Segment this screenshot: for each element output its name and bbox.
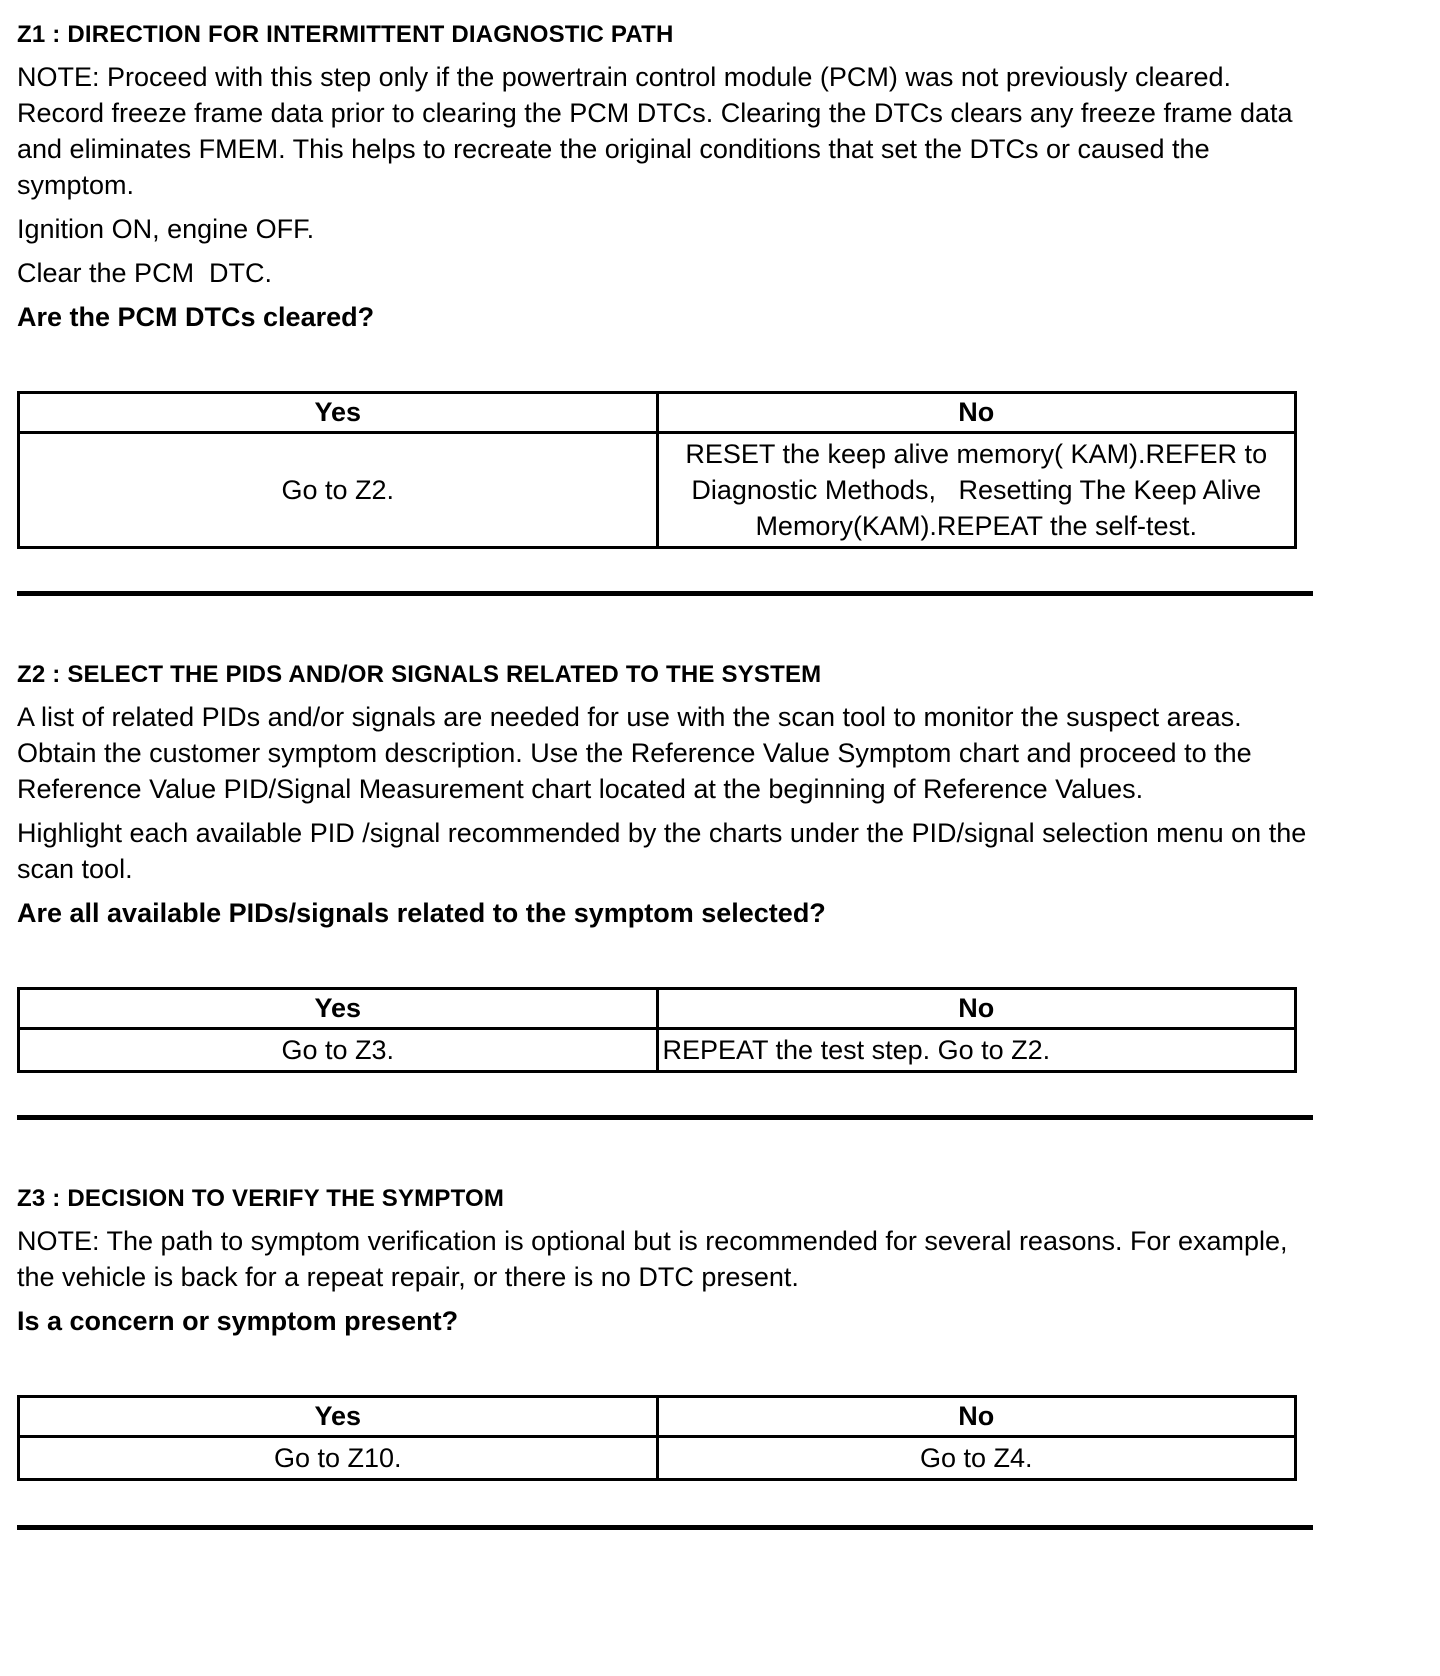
section-z2-paragraph-2: Highlight each available PID /signal recommended by the charts under the PID/signal selection menu on the scan tool. bbox=[17, 818, 1314, 884]
section-z2 bbox=[17, 660, 1440, 1120]
table-header-row bbox=[19, 393, 1296, 433]
no-action-cell: RESET the keep alive memory( KAM).REFER to Diagnostic Methods, Resetting The Keep Alive Memory(KAM).REPEAT the self-test. bbox=[657, 433, 1296, 548]
yes-action-cell: Go to Z2. bbox=[19, 433, 658, 548]
section-divider bbox=[17, 1115, 1313, 1120]
table-header-row bbox=[19, 989, 1296, 1029]
section-z3-decision-table bbox=[17, 1395, 1297, 1481]
section-z2-decision-table bbox=[17, 987, 1297, 1073]
section-z1-action-line-2: Clear the PCM DTC. bbox=[17, 258, 273, 288]
yes-action-cell: Go to Z3. bbox=[19, 1029, 658, 1072]
section-z1-note-paragraph: NOTE: Proceed with this step only if the powertrain control module (PCM) was not previously cleared. Record freeze frame data prior to clearing the PCM DTCs. Clearing the DTCs clears any freeze frame data and eliminates FMEM. This helps to recreate the original conditions that set the DTCs or caused the symptom. bbox=[17, 62, 1301, 200]
table-row bbox=[19, 433, 1296, 548]
section-z1-action-line-1: Ignition ON, engine OFF. bbox=[17, 214, 315, 244]
no-action-cell: Go to Z4. bbox=[657, 1437, 1296, 1480]
section-z3-note-paragraph: NOTE: The path to symptom verification is optional but is recommended for several reasons. For example, the vehicle is back for a repeat repair, or there is no DTC present. bbox=[17, 1226, 1296, 1292]
section-divider bbox=[17, 1525, 1313, 1530]
yes-column-header: Yes bbox=[19, 1397, 658, 1437]
section-z2-paragraph-1: A list of related PIDs and/or signals are needed for use with the scan tool to monitor the suspect areas. Obtain the customer symptom description. Use the Reference Value Symptom chart and proceed to the Reference Value PID/Signal Measurement chart located at the beginning of Reference Values. bbox=[17, 702, 1260, 804]
section-z3-question: Is a concern or symptom present? bbox=[17, 1306, 459, 1336]
section-z2-title: Z2 : SELECT THE PIDS AND/OR SIGNALS RELATED TO THE SYSTEM bbox=[17, 661, 822, 688]
no-column-header: No bbox=[657, 989, 1296, 1029]
no-column-header: No bbox=[657, 1397, 1296, 1437]
no-column-header: No bbox=[657, 393, 1296, 433]
table-row bbox=[19, 1437, 1296, 1480]
section-z1-question: Are the PCM DTCs cleared? bbox=[17, 302, 375, 332]
section-z1-title: Z1 : DIRECTION FOR INTERMITTENT DIAGNOSTIC PATH bbox=[17, 21, 674, 48]
table-header-row bbox=[19, 1397, 1296, 1437]
table-row bbox=[19, 1029, 1296, 1072]
section-z1 bbox=[17, 20, 1440, 596]
yes-column-header: Yes bbox=[19, 393, 658, 433]
section-z1-decision-table bbox=[17, 391, 1297, 549]
no-action-cell: REPEAT the test step. Go to Z2. bbox=[657, 1029, 1296, 1072]
section-z3-title: Z3 : DECISION TO VERIFY THE SYMPTOM bbox=[17, 1185, 505, 1212]
section-z2-question: Are all available PIDs/signals related to the symptom selected? bbox=[17, 898, 826, 928]
yes-action-cell: Go to Z10. bbox=[19, 1437, 658, 1480]
section-z3 bbox=[17, 1184, 1440, 1530]
section-divider bbox=[17, 591, 1313, 596]
yes-column-header: Yes bbox=[19, 989, 658, 1029]
